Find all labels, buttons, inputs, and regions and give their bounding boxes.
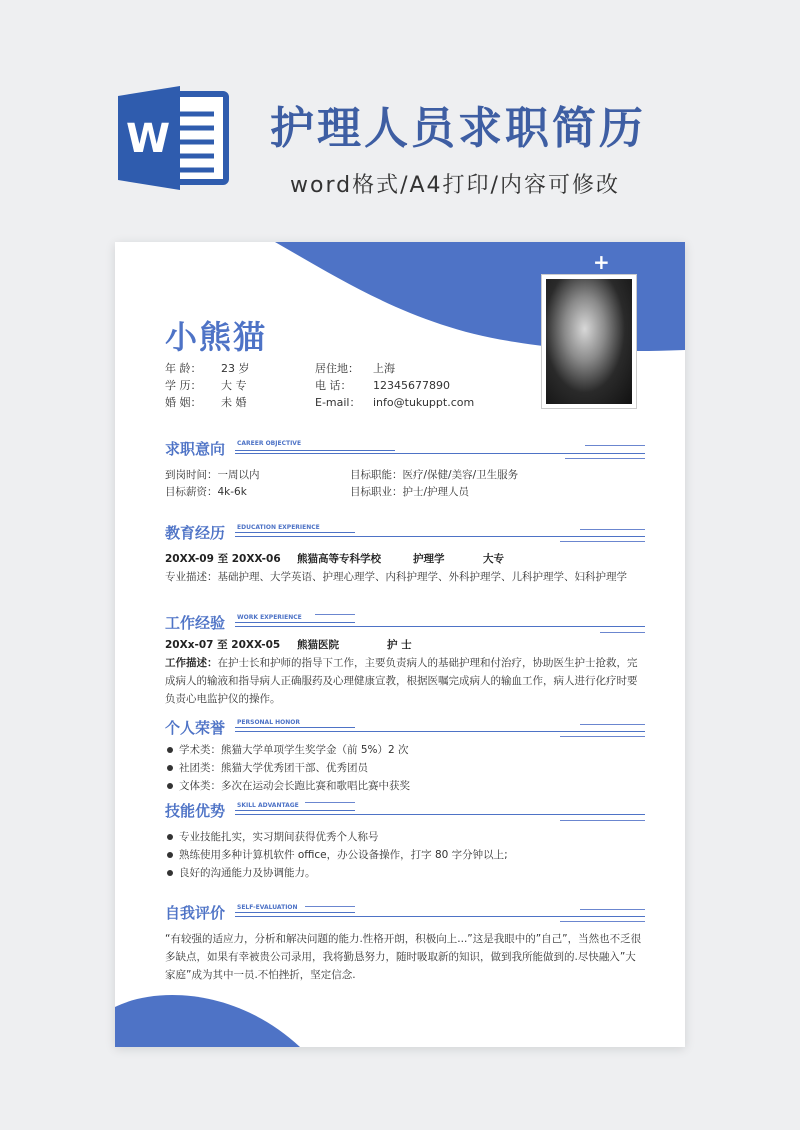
- list-item: 熟练使用多种计算机软件 office，办公设备操作，打字 80 字分钟以上;: [165, 846, 645, 864]
- personal-info-left: 年 龄： 23 岁 学 历： 大 专 婚 姻： 未 婚: [165, 362, 250, 409]
- section-title: 教育经历: [165, 524, 226, 542]
- svg-text:W: W: [125, 116, 171, 162]
- section-subtitle-en: SKILL ADVANTAGE: [237, 802, 299, 809]
- resume-sheet: [115, 242, 685, 1047]
- section-subtitle-en: WORK EXPERIENCE: [237, 614, 302, 621]
- section-subtitle-en: PERSONAL HONOR: [237, 719, 300, 726]
- section-self-eval: [165, 902, 645, 984]
- section-subtitle-en: CAREER OBJECTIVE: [237, 440, 302, 447]
- footer-wave-decoration: [115, 987, 315, 1047]
- banner-subtitle: word格式/A4打印/内容可修改: [290, 173, 620, 198]
- section-title: 工作经验: [165, 614, 226, 632]
- banner-title: 护理人员求职简历: [270, 103, 646, 154]
- list-item: 社团类：熊猫大学优秀团干部、优秀团员: [165, 759, 645, 777]
- section-honor: [165, 717, 645, 795]
- word-logo-icon: [118, 86, 230, 190]
- section-subtitle-en: EDUCATION EXPERIENCE: [237, 524, 320, 531]
- section-subtitle-en: SELF-EVALUATION: [237, 904, 298, 911]
- honor-list: [165, 741, 645, 795]
- section-title: 个人荣誉: [165, 719, 226, 737]
- section-title: 技能优势: [165, 802, 226, 820]
- list-item: 良好的沟通能力及协调能力。: [165, 864, 645, 882]
- list-item: 文体类：多次在运动会长跑比赛和歌唱比赛中获奖: [165, 777, 645, 795]
- section-education: 教育经历 EDUCATION EXPERIENCE 20XX-09 至 20XX-06 熊猫高等专科学校 护理学 大专 专业描述：基础护理、大学英语、护理心理学、内科护理学、外科护理学、儿科护理学、妇科护理学: [165, 522, 645, 586]
- section-skills: [165, 800, 645, 882]
- profile-photo: [542, 275, 636, 408]
- section-work: 工作经验 WORK EXPERIENCE 20Xx-07 至 20XX-05 熊猫医院 护 士 工作描述：在护士长和护师的指导下工作，主要负责病人的基础护理和付治疗，协助医生护士抢救，完成病人的输液和指导病人正确服药及心理健康宣教，根据医嘱完成病人的输血工作，病人进行化疗时要负责心电监护仪的操作。: [165, 612, 645, 708]
- section-objective: 求职意向 CAREER OBJECTIVE 到岗时间：一周以内 目标职能：医疗/保健/美容/卫生服务 目标薪资：4k-6k 目标职业：护士/护理人员: [165, 438, 645, 501]
- section-title: 求职意向: [165, 440, 226, 458]
- self-eval-text: “有较强的适应力，分析和解决问题的能力.性格开朗，积极向上...”这是我眼中的”自己”，当然也不乏很多缺点，如果有幸被贵公司录用，我将勤恳努力，随时吸取新的知识，做到我所能做到的.尽快融入”大家庭”成为其中一员.不怕挫折，坚定信念.: [165, 933, 642, 981]
- plus-icon: +: [593, 250, 610, 274]
- list-item: 学术类：熊猫大学单项学生奖学金（前 5%）2 次: [165, 741, 645, 759]
- list-item: 专业技能扎实，实习期间获得优秀个人称号: [165, 828, 645, 846]
- section-title: 自我评价: [165, 904, 226, 922]
- personal-info-right: 居住地： 上海 电 话： 12345677890 E-mail： info@tukuppt.com: [315, 362, 475, 409]
- candidate-name: 小熊猫: [165, 318, 268, 356]
- skills-list: [165, 828, 645, 882]
